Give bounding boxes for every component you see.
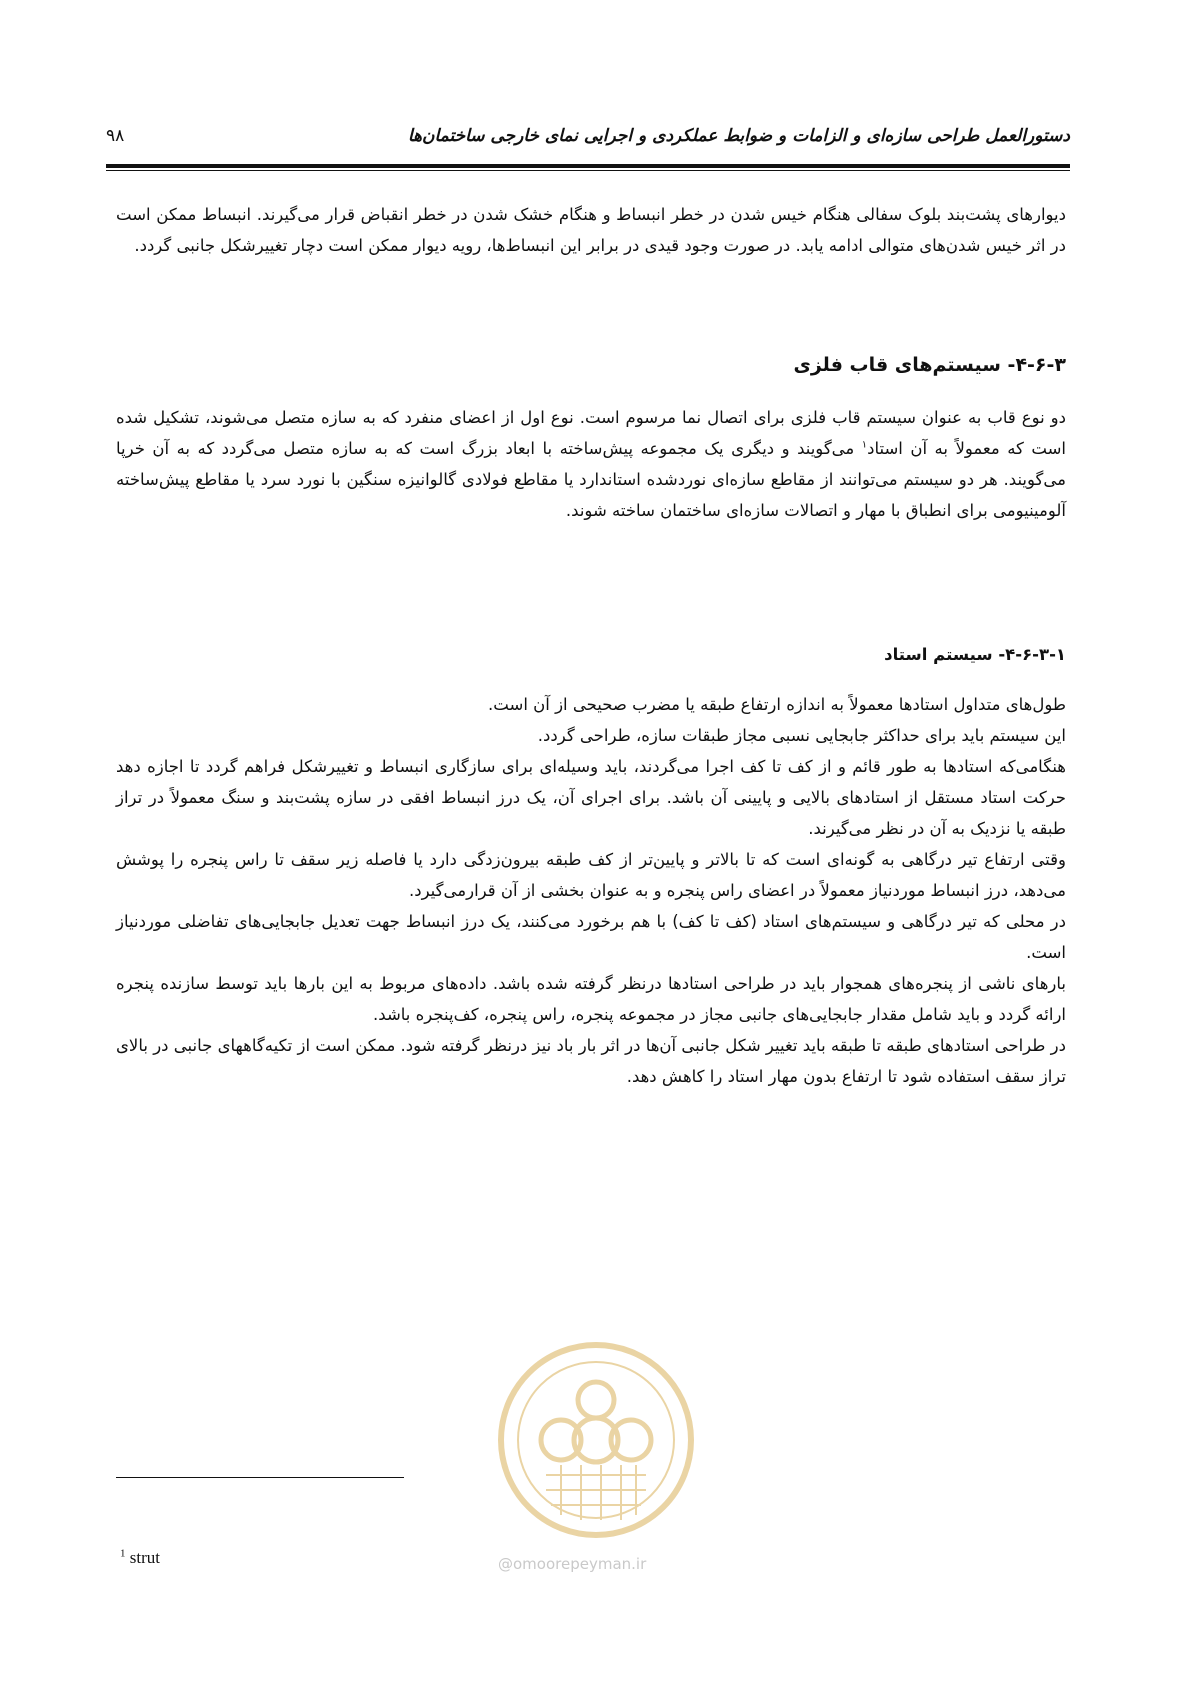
footnote-number: 1 xyxy=(120,1547,126,1560)
watermark-text: @omoorepeyman.ir xyxy=(498,1555,647,1573)
watermark-logo xyxy=(486,1330,706,1570)
header-title: دستورالعمل طراحی سازه‌ای و الزامات و ضوابط عملکردی و اجرایی نمای خارجی ساختمان‌ها xyxy=(407,126,1070,146)
paragraph-text xyxy=(116,402,1066,526)
paragraph-text-before-ref: دو نوع قاب به عنوان سیستم قاب فلزی برای اتصال نما مرسوم است. نوع اول از اعضای منفرد که به سازه متصل می‌شوند، تشکیل شده است که معمولاً به آن استاد xyxy=(116,408,1066,458)
footnote-ref: ۱ xyxy=(861,439,868,451)
header-rule-thick xyxy=(106,164,1070,168)
paragraph: بارهای ناشی از پنجره‌های همجوار باید در طراحی استادها درنظر گرفته شده باشد. داده‌های مربوط به این بارها باید توسط سازنده پنجره ارائه گردد و باید شامل مقدار جابجایی‌های جانبی مجاز در مجموعه پنجره، راس پنجره، کف‌پنجره باشد. xyxy=(116,974,1066,1024)
footnote-text: strut xyxy=(129,1548,160,1567)
stud-system-content xyxy=(116,689,1066,1092)
footnote-rule xyxy=(116,1477,404,1478)
paragraph: هنگامی‌که استادها به طور قائم و از کف تا کف اجرا می‌گردند، باید وسیله‌ای برای سازگاری انبساط و تغییرشکل فراهم گردد تا اجازه دهد حرکت استاد مستقل از استادهای بالایی و پایینی آن باشد. برای اجرای آن، یک درز انبساط افقی در سازه پشت‌بند و سنگ معمولاً در تراز طبقه یا نزدیک به آن در نظر می‌گیرند. xyxy=(116,757,1066,838)
paragraph-text: دیوارهای پشت‌بند بلوک سفالی هنگام خیس شدن در خطر انبساط و هنگام خشک شدن در خطر انقباض قرار می‌گیرند. انبساط ممکن است در اثر خیس شدن‌های متوالی ادامه یابد. در صورت وجود قیدی در برابر این انبساط‌ها، رویه دیوار ممکن است دچار تغییرشکل جانبی گردد. xyxy=(116,205,1066,255)
paragraph-intro xyxy=(116,199,1066,261)
header-rule-thin xyxy=(106,170,1070,171)
paragraph: در طراحی استادهای طبقه تا طبقه باید تغییر شکل جانبی آن‌ها در اثر بار باد نیز درنظر گرفته شود. ممکن است از تکیه‌گاههای جانبی در بالای تراز سقف استفاده شود تا ارتفاع بدون مهار استاد را کاهش دهد. xyxy=(116,1036,1066,1086)
subsection-heading: ۴-۶-۳-۱- سیستم استاد xyxy=(884,645,1066,664)
section-heading: ۴-۶-۳- سیستم‌های قاب فلزی xyxy=(793,354,1066,376)
paragraph: وقتی ارتفاع تیر درگاهی به گونه‌ای است که تا بالاتر و پایین‌تر از کف طبقه بیرون‌زدگی دارد یا فاصله زیر سقف تا راس پنجره را پوشش می‌دهد، درز انبساط موردنیاز معمولاً در اعضای راس پنجره و به عنوان بخشی از آن قرارمی‌گیرد. xyxy=(116,850,1066,900)
footnote xyxy=(120,1548,160,1568)
paragraph-frame-systems xyxy=(116,402,1066,526)
paragraph: طول‌های متداول استادها معمولاً به اندازه ارتفاع طبقه یا مضرب صحیحی از آن است. xyxy=(488,695,1066,714)
page-header xyxy=(106,124,1070,160)
paragraph: این سیستم باید برای حداکثر جابجایی نسبی مجاز طبقات سازه، طراحی گردد. xyxy=(537,726,1066,745)
paragraph: در محلی که تیر درگاهی و سیستم‌های استاد (کف تا کف) با هم برخورد می‌کنند، یک درز انبساط جهت تعدیل جابجایی‌های تفاضلی موردنیاز است. xyxy=(116,912,1066,962)
paragraph-text-after-ref: می‌گویند و دیگری یک مجموعه پیش‌ساخته با ابعاد بزرگ است که به سازه متصل می‌گردد که به آن خرپا می‌گویند. هر دو سیستم می‌توانند از مقاطع سازه‌ای نوردشده استاندارد یا مقاطع فولادی گالوانیزه سنگین با نورد سرد یا مقاطع پیش‌ساخته آلومینیومی برای انطباق با مهار و اتصالات سازه‌ای ساختمان ساخته شوند. xyxy=(116,439,1066,520)
page-number: ۹۸ xyxy=(106,126,125,146)
